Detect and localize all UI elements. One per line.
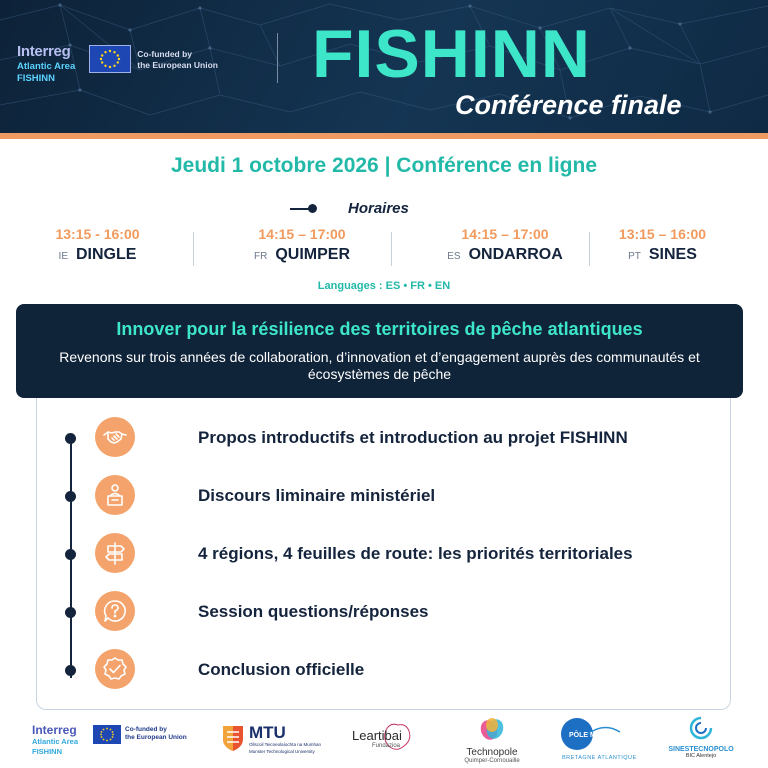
signpost-icon	[95, 533, 135, 573]
footer-eu-flag-icon	[93, 725, 121, 744]
header-banner	[0, 0, 768, 133]
mtu-line-2: Munster Technological University	[249, 748, 315, 754]
agenda-item	[0, 416, 768, 460]
footer-eu-line-2: the European Union	[125, 734, 187, 742]
theme-title: Innover pour la résilience des territoires de pêche atlantiques	[116, 319, 643, 339]
country-code: FR	[253, 251, 268, 262]
check-badge-icon	[95, 649, 135, 689]
mtu-name: MTU	[249, 723, 286, 742]
theme-description: Revenons sur trois années de collaboration, d’innovation et d’engagement auprès des communautés et écosystèmes de pêche	[59, 349, 700, 383]
city-name: ONDARROA	[468, 246, 563, 263]
hours-label-text: Horaires	[348, 200, 409, 217]
agenda-label: Propos introductifs et introduction au projet FISHINN	[198, 428, 628, 447]
footer-eu-line-1: Co-funded by	[125, 726, 167, 733]
interreg-brand: Interreg	[17, 43, 71, 60]
header-accent-bar	[0, 133, 768, 139]
country-code: ES	[447, 251, 461, 262]
eu-flag-icon	[89, 45, 131, 73]
timeline-dot-icon	[65, 433, 76, 444]
city-time: 14:15 – 17:00	[461, 226, 549, 242]
agenda-label: Conclusion officielle	[198, 660, 365, 679]
handshake-icon	[95, 417, 135, 457]
footer-interreg-logo	[32, 724, 78, 755]
sines-name: SINESTECNOPOLO	[668, 746, 734, 753]
city-time: 13:15 – 16:00	[618, 226, 707, 242]
eu-line-1: Co-funded by	[137, 49, 193, 59]
city-divider	[391, 232, 392, 266]
footer-eu-text	[125, 726, 187, 743]
timeline-dot-icon	[65, 665, 76, 676]
timeline-dot-icon	[308, 204, 317, 213]
polemer-logo	[560, 716, 652, 759]
footer-interreg-program: Atlantic Area	[32, 737, 78, 746]
agenda-item	[0, 532, 768, 576]
city-schedule	[0, 226, 768, 266]
city-quimper	[242, 226, 362, 264]
agenda-label: 4 régions, 4 feuilles de route: les priorités territoriales	[198, 544, 633, 563]
timeline-dash-icon	[290, 208, 310, 210]
partner-logos	[0, 712, 768, 768]
sines-swirl-icon	[688, 716, 714, 740]
interreg-program: Atlantic Area	[17, 61, 76, 72]
agenda-label: Session questions/réponses	[198, 602, 429, 621]
interreg-project: FISHINN	[17, 72, 55, 84]
city-name: QUIMPER	[275, 246, 350, 263]
agenda-item	[0, 648, 768, 692]
mtu-shield-icon	[221, 724, 245, 752]
polemer-wave-icon	[560, 716, 624, 754]
leartibai-sub: Fundazioa	[372, 743, 401, 749]
technopole-sub: Quimper-Cornouaille	[464, 758, 520, 764]
timeline-dot-icon	[65, 607, 76, 618]
leartibai-logo	[352, 728, 402, 749]
technopole-flower-icon	[477, 716, 507, 742]
languages: Languages : ES • FR • EN	[317, 280, 451, 292]
city-time: 14:15 – 17:00	[258, 226, 346, 242]
city-divider	[589, 232, 590, 266]
sines-logo	[668, 716, 734, 759]
eu-cofunded-text	[137, 49, 218, 70]
mtu-line-1: Ollscoil Teicneolaíochta na Mumhan	[249, 742, 321, 747]
speaker-podium-icon	[95, 475, 135, 515]
event-date: Jeudi 1 octobre 2026 | Conférence en ligne	[170, 154, 597, 177]
sines-sub: BIC Alentejo	[685, 753, 717, 759]
polemer-name: PÔLE MER	[569, 732, 606, 739]
city-name: SINES	[648, 246, 697, 263]
country-code: PT	[628, 251, 641, 262]
mtu-logo	[221, 724, 321, 754]
timeline-dot-icon	[65, 549, 76, 560]
footer-interreg-brand: Interreg	[32, 723, 77, 737]
question-bubble-icon	[95, 591, 135, 631]
page-title: FISHINN	[312, 16, 591, 92]
city-dingle	[45, 226, 150, 264]
agenda-label: Discours liminaire ministériel	[198, 486, 436, 505]
agenda-item	[0, 590, 768, 634]
technopole-logo	[452, 716, 532, 764]
city-name: DINGLE	[76, 246, 137, 263]
header-divider	[277, 33, 278, 83]
city-time: 13:15 - 16:00	[55, 226, 140, 242]
hours-label	[290, 200, 409, 217]
leartibai-name: Leartibai	[352, 728, 402, 743]
city-sines	[610, 226, 715, 264]
city-ondarroa	[430, 226, 580, 264]
city-divider	[193, 232, 194, 266]
polemer-sub: BRETAGNE ATLANTIQUE	[562, 755, 637, 761]
interreg-logo	[17, 44, 218, 83]
country-code: IE	[58, 251, 68, 262]
page-subtitle: Conférence finale	[455, 90, 682, 120]
eu-line-2: the European Union	[137, 59, 218, 70]
footer-interreg-project: FISHINN	[32, 746, 62, 756]
agenda-item	[0, 474, 768, 518]
technopole-name: Technopole	[466, 747, 518, 758]
timeline-dot-icon	[65, 491, 76, 502]
theme-banner	[16, 304, 743, 398]
